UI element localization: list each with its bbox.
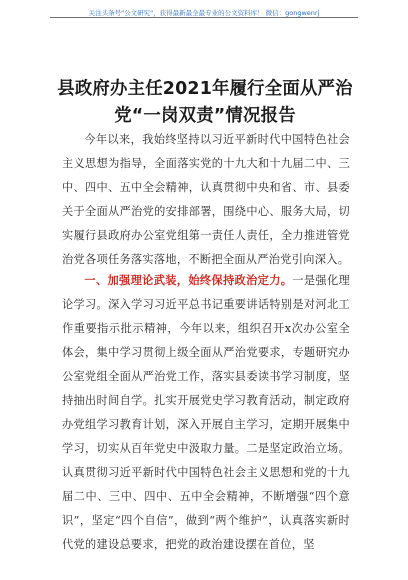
section-heading: 一、加强理论武装，始终保持政治定力。: [84, 273, 293, 287]
header-divider: [50, 17, 358, 18]
paragraph-intro: 今年以来，我始终坚持以习近平新时代中国特色社会主义思想为指导，全面落实党的十九大和十九届二中、三中、四中、五中全会精神，认真贯彻中央和省、市、县委关于全面从严治党的安排部署，围绕中心、服务大局，切实履行县政府办公室党组第一责任人责任，全力推进管党治党各项任务落实落地，不断把全面从严治党引向深入。: [62, 133, 350, 266]
paragraph-section-1: [62, 268, 350, 557]
section-body: 一是强化理论学习。深入学习习近平总书记重要讲话特别是对河北工作重要指示批示精神，今年以来，组织召开x次办公室全体会，集中学习贯彻上级全面从严治党要求，专题研究办公室党组全面从严治党工作，落实县委读书学习制度，坚持抽出时间自学。扎实开展党史学习教育活动，制定政府办党组学习教育计划，深入开展自主学习，定期开展集中学习，切实从百年党史中汲取力量。二是坚定政治立场。认真贯彻习近平新时代中国特色社会主义思想和党的十九届二中、三中、四中、五中全会精神，不断增强“四个意识”，坚定“四个自信”，做到“两个维护”，认真落实新时代党的建设总要求，把党的政治建设摆在首位，坚: [62, 274, 350, 551]
document-title: 县政府办主任2021年履行全面从严治党“一岗双责”情况报告: [57, 79, 353, 126]
banner-text: 关注头条号"公文研究"，获得最新最全最专业的公文资料库！ 微信：gongwenrj: [88, 9, 320, 17]
